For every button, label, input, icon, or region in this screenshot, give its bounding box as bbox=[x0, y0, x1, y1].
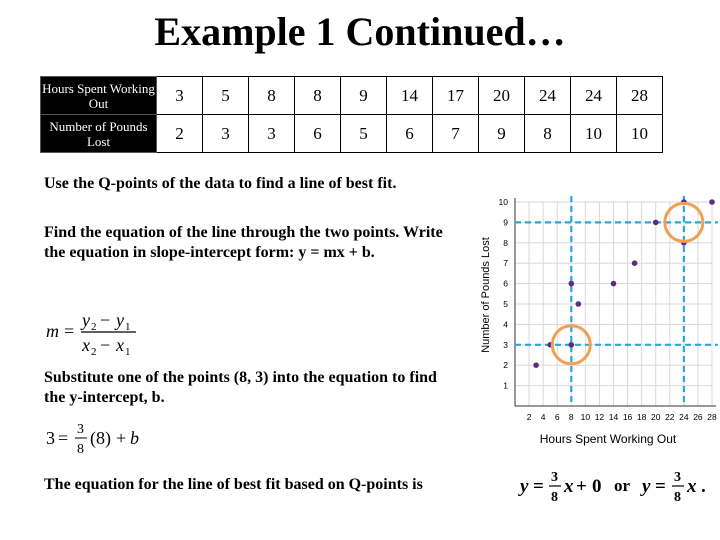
x-tick-label: 16 bbox=[622, 412, 633, 422]
x-tick-label: 14 bbox=[608, 412, 619, 422]
x-tick-label: 20 bbox=[650, 412, 661, 422]
final-text: The equation for the line of best fit based on Q-points is bbox=[44, 476, 423, 493]
y-tick-label: 9 bbox=[503, 217, 508, 228]
svg-text:x: x bbox=[687, 476, 697, 497]
svg-text:x: x bbox=[82, 335, 90, 355]
table-cell: 5 bbox=[203, 77, 249, 115]
svg-text:.: . bbox=[701, 476, 706, 497]
svg-text:3: 3 bbox=[551, 470, 558, 485]
y-tick-label: 5 bbox=[503, 299, 508, 309]
svg-text:8: 8 bbox=[77, 442, 84, 457]
table-cell: 6 bbox=[387, 115, 433, 153]
table-row bbox=[41, 115, 663, 153]
svg-text:x: x bbox=[116, 335, 124, 355]
svg-text:=: = bbox=[655, 476, 666, 497]
y-tick-label: 3 bbox=[503, 339, 508, 350]
data-point bbox=[611, 281, 617, 287]
data-point bbox=[568, 281, 574, 287]
table-cell: 2 bbox=[157, 115, 203, 153]
svg-text:1: 1 bbox=[125, 346, 131, 358]
x-tick-label: 28 bbox=[707, 412, 717, 422]
x-tick-label: 12 bbox=[594, 412, 605, 422]
table-cell: 3 bbox=[249, 115, 295, 153]
x-tick-label: 2 bbox=[526, 412, 532, 422]
table-cell: 8 bbox=[295, 77, 341, 115]
final-equation-1 bbox=[518, 466, 610, 510]
data-point bbox=[632, 260, 638, 266]
table-cell: 9 bbox=[341, 77, 387, 115]
x-tick-label: 6 bbox=[554, 412, 560, 422]
table-cell: 20 bbox=[479, 77, 525, 115]
x-tick-label: 4 bbox=[540, 412, 546, 422]
svg-text:y: y bbox=[520, 476, 529, 497]
substitute-text: Substitute one of the points (8, 3) into the equation to find the y-intercept, b. bbox=[44, 369, 437, 406]
chart-y-axis-label: Number of Pounds Lost bbox=[480, 237, 492, 353]
table-row bbox=[41, 77, 663, 115]
data-point bbox=[533, 362, 539, 368]
instruction-text: Use the Q-points of the data to find a line of best fit. bbox=[44, 175, 397, 192]
data-point bbox=[568, 342, 574, 348]
table-cell: 24 bbox=[525, 77, 571, 115]
svg-text:3: 3 bbox=[674, 470, 681, 485]
table-cell: 17 bbox=[433, 77, 479, 115]
y-tick-label: 4 bbox=[503, 319, 508, 330]
svg-text:+: + bbox=[116, 428, 127, 448]
svg-text:m: m bbox=[46, 321, 59, 341]
table-cell: 14 bbox=[387, 77, 433, 115]
svg-text:=: = bbox=[64, 321, 75, 341]
row-header-pounds: Number of Pounds Lost bbox=[41, 115, 157, 153]
data-point bbox=[653, 220, 659, 226]
y-tick-label: 10 bbox=[498, 197, 508, 207]
table-cell: 6 bbox=[295, 115, 341, 153]
table-cell: 5 bbox=[341, 115, 387, 153]
svg-text:8: 8 bbox=[551, 490, 558, 505]
svg-text:y: y bbox=[82, 310, 90, 330]
final-or-text: or bbox=[614, 476, 631, 495]
svg-text:+: + bbox=[576, 476, 587, 497]
svg-text:y: y bbox=[642, 476, 651, 497]
svg-text:1: 1 bbox=[125, 321, 131, 333]
scatter-chart bbox=[490, 190, 720, 430]
x-tick-label: 18 bbox=[636, 412, 647, 422]
table-cell: 8 bbox=[249, 77, 295, 115]
table-cell: 10 bbox=[571, 115, 617, 153]
row-header-hours: Hours Spent Working Out bbox=[41, 77, 157, 115]
table-cell: 7 bbox=[433, 115, 479, 153]
svg-text:=: = bbox=[58, 428, 69, 448]
table-cell: 28 bbox=[617, 77, 663, 115]
svg-text:3: 3 bbox=[77, 422, 84, 437]
svg-text:2: 2 bbox=[91, 346, 97, 358]
find-equation-text: Find the equation of the line through the two points. Write the equation in slope-intercept form: y = mx + b. bbox=[44, 224, 443, 261]
chart-x-axis-label: Hours Spent Working Out bbox=[539, 432, 677, 446]
table-cell: 24 bbox=[571, 77, 617, 115]
data-point bbox=[576, 301, 582, 307]
x-tick-label: 26 bbox=[693, 412, 703, 422]
final-equation-2 bbox=[640, 466, 716, 510]
table-cell: 3 bbox=[157, 77, 203, 115]
data-table bbox=[40, 76, 663, 153]
x-tick-label: 24 bbox=[679, 412, 689, 422]
x-tick-label: 22 bbox=[665, 412, 675, 422]
x-tick-label: 8 bbox=[568, 412, 574, 422]
svg-text:8: 8 bbox=[674, 490, 681, 505]
svg-text:3: 3 bbox=[46, 428, 55, 448]
svg-text:b: b bbox=[130, 428, 139, 448]
svg-text:y: y bbox=[116, 310, 124, 330]
table-cell: 10 bbox=[617, 115, 663, 153]
table-cell: 9 bbox=[479, 115, 525, 153]
svg-text:x: x bbox=[564, 476, 574, 497]
table-cell: 8 bbox=[525, 115, 571, 153]
slope-formula bbox=[44, 306, 154, 358]
y-tick-label: 8 bbox=[503, 237, 508, 248]
data-point bbox=[709, 199, 715, 205]
y-tick-label: 7 bbox=[503, 258, 508, 269]
y-tick-label: 6 bbox=[503, 278, 508, 289]
svg-text:2: 2 bbox=[91, 321, 97, 333]
svg-text:−: − bbox=[100, 310, 111, 330]
y-tick-label: 1 bbox=[503, 380, 508, 391]
svg-text:0: 0 bbox=[592, 476, 602, 497]
svg-text:=: = bbox=[533, 476, 544, 497]
page-title: Example 1 Continued… bbox=[154, 9, 566, 54]
y-tick-label: 2 bbox=[503, 360, 508, 371]
x-tick-label: 10 bbox=[580, 412, 591, 422]
svg-text:(8): (8) bbox=[90, 428, 111, 448]
svg-text:−: − bbox=[100, 335, 111, 355]
intercept-equation bbox=[44, 418, 154, 458]
table-cell: 3 bbox=[203, 115, 249, 153]
